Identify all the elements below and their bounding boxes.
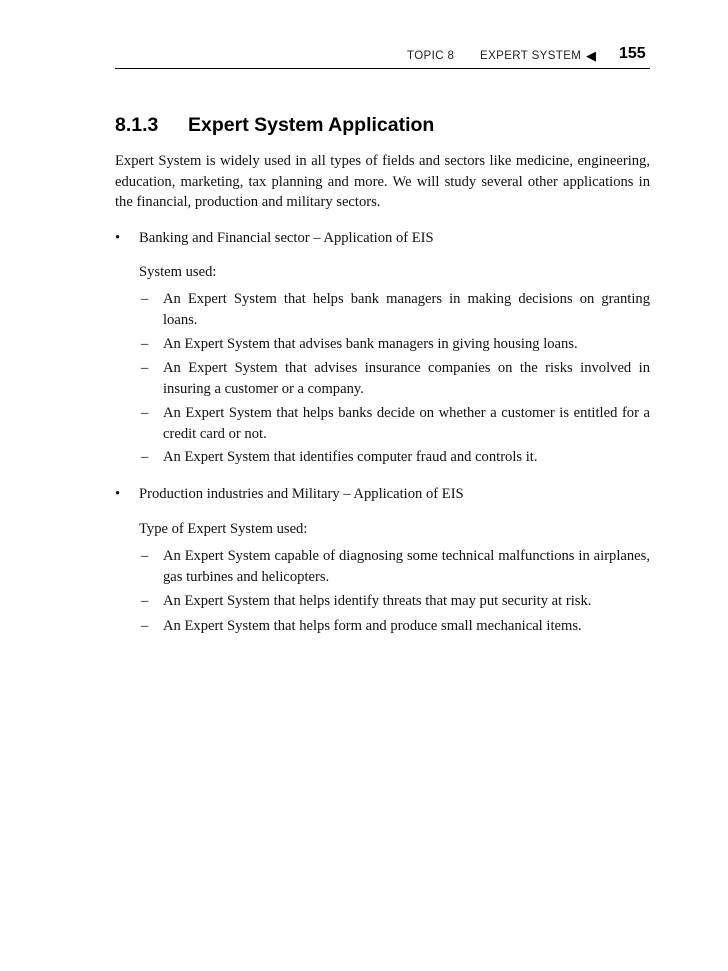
page-number: 155 xyxy=(619,45,646,62)
page-header xyxy=(115,44,650,66)
dash-marker: – xyxy=(141,360,149,376)
dash-marker: – xyxy=(141,291,149,307)
dash-marker: – xyxy=(141,548,149,564)
section-title: Expert System Application xyxy=(188,114,435,136)
dash-marker: – xyxy=(141,449,149,465)
list-item-text: An Expert System that advises insurance companies on the risks involved in insuring a customer or a company. xyxy=(163,360,650,397)
list-item xyxy=(139,447,650,468)
section-number: 8.1.3 xyxy=(115,114,159,136)
header-chapter-title: EXPERT SYSTEM xyxy=(480,50,582,62)
bullet-title: Banking and Financial sector – Application of EIS xyxy=(139,230,434,246)
dash-marker: – xyxy=(141,618,149,634)
list-item-text: An Expert System that advises bank managers in giving housing loans. xyxy=(163,336,578,352)
list-item-text: An Expert System that helps identify threats that may put security at risk. xyxy=(163,593,592,609)
bullet-title: Production industries and Military – Application of EIS xyxy=(139,486,464,502)
list-item-text: An Expert System that helps banks decide on whether a customer is entitled for a credit card or not. xyxy=(163,405,650,442)
list-item-text: An Expert System that helps bank managers in making decisions on granting loans. xyxy=(163,291,650,328)
list-item xyxy=(139,591,650,612)
list-item-text: An Expert System capable of diagnosing some technical malfunctions in airplanes, gas turbines and helicopters. xyxy=(163,548,650,585)
list-item xyxy=(139,546,650,587)
section-heading xyxy=(115,114,434,137)
subheading: System used: xyxy=(139,264,217,280)
header-divider xyxy=(115,68,650,69)
bullet-marker: • xyxy=(115,230,121,246)
left-arrow-icon: ◀ xyxy=(586,48,596,63)
header-topic: TOPIC 8 xyxy=(407,50,455,62)
list-item-text: An Expert System that identifies computer fraud and controls it. xyxy=(163,449,538,465)
bullet-marker: • xyxy=(115,486,121,502)
list-item xyxy=(139,616,650,637)
dash-marker: – xyxy=(141,405,149,421)
list-item xyxy=(139,403,650,444)
list-item xyxy=(139,289,650,330)
intro-paragraph: Expert System is widely used in all types of fields and sectors like medicine, engineering, education, marketing, tax planning and more. We will study several other applications in the financial, production and military sectors. xyxy=(115,153,650,210)
list-item xyxy=(139,358,650,399)
dash-marker: – xyxy=(141,593,149,609)
dash-marker: – xyxy=(141,336,149,352)
list-item xyxy=(139,334,650,355)
subheading: Type of Expert System used: xyxy=(139,521,308,537)
list-item-text: An Expert System that helps form and produce small mechanical items. xyxy=(163,618,582,634)
